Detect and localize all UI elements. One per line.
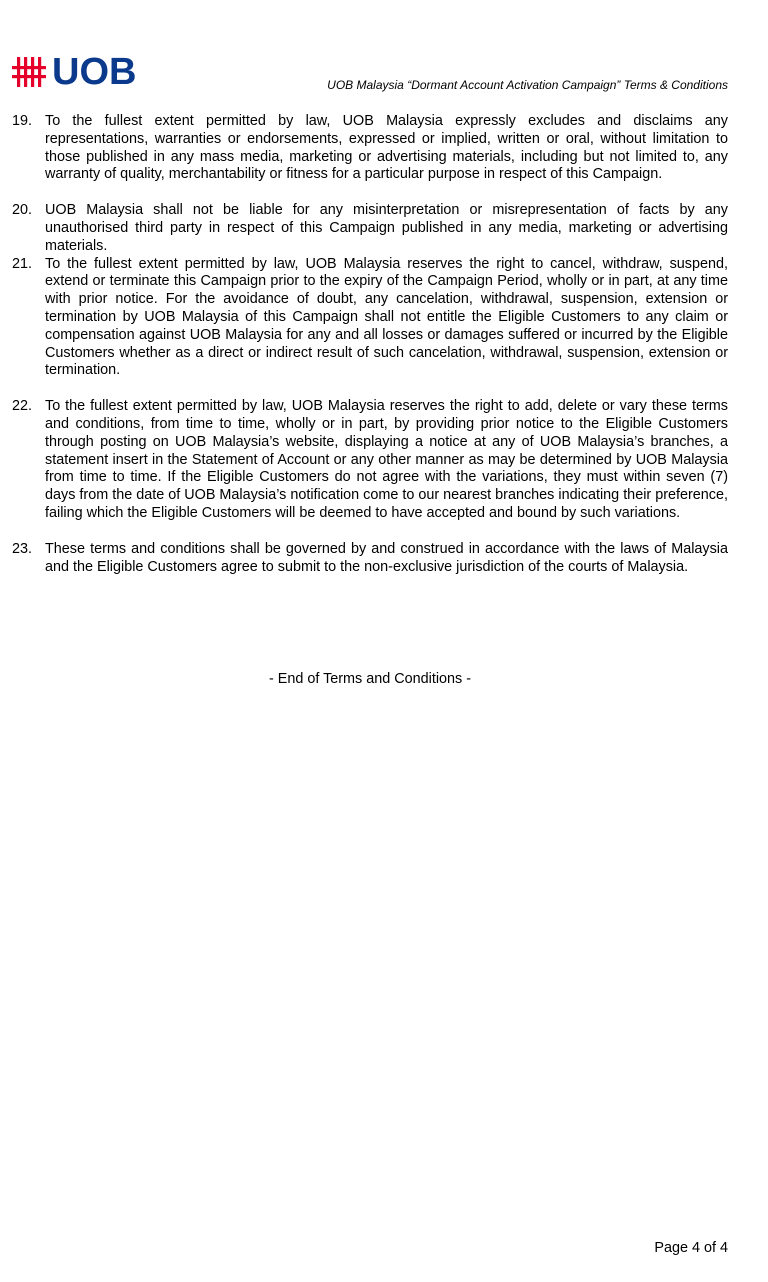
clause-text: These terms and conditions shall be governed by and construed in accordance with the laws of Malaysia and the Eligible Customers agree to submit to the non-exclusive jurisdiction of the courts of Malaysia. <box>45 540 728 575</box>
clause-19 <box>12 113 728 184</box>
clause-text: To the fullest extent permitted by law, UOB Malaysia reserves the right to cancel, withdraw, suspend, extend or terminate this Campaign prior to the expiry of the Campaign Period, wholly or in part, at any time with prior notice. For the avoidance of doubt, any cancelation, withdrawal, suspension, extension or termination by UOB Malaysia of this Campaign shall not entitle the Eligible Customers to any claim or compensation against UOB Malaysia for any and all losses or damages suffered or incurred by the Eligible Customers whether as a direct or indirect result of such cancelation, withdrawal, suspension, extension or termination. <box>45 255 728 379</box>
uob-logo-mark-icon <box>12 55 46 89</box>
clause-21 <box>12 256 728 381</box>
end-of-terms-note: - End of Terms and Conditions - <box>268 671 472 687</box>
clause-text: UOB Malaysia shall not be liable for any misinterpretation or misrepresentation of facts by any unauthorised third party in respect of this Campaign published in any media, marketing or advertising materials. <box>45 202 728 254</box>
clause-text: To the fullest extent permitted by law, UOB Malaysia expressly excludes and disclaims any representations, warranties or endorsements, expressed or implied, written or oral, without limitation to those published in any mass media, marketing or advertising materials, including but not limited to, any warranty of quality, merchantability or fitness for a particular purpose in respect of this Campaign. <box>45 113 728 183</box>
uob-logo <box>12 52 136 92</box>
clause-20 <box>12 202 728 255</box>
clause-number: 20. <box>12 202 33 219</box>
clause-number: 23. <box>12 540 33 557</box>
document-title: UOB Malaysia “Dormant Account Activation Campaign” Terms & Conditions <box>327 78 728 92</box>
clause-number: 22. <box>12 398 33 415</box>
clause-22 <box>12 398 728 523</box>
clause-23 <box>12 541 728 577</box>
logo-text: UOB <box>52 51 137 93</box>
page-number: Page 4 of 4 <box>654 1240 728 1256</box>
clause-text: To the fullest extent permitted by law, UOB Malaysia reserves the right to add, delete or vary these terms and conditions, from time to time, wholly or in part, by providing prior notice to the Eligible Customers through posting on UOB Malaysia’s website, displaying a notice at any of UOB Malaysia’s branches, a statement insert in the Statement of Account or any other manner as may be determined by UOB Malaysia from time to time. If the Eligible Customers do not agree with the variations, they must within seven (7) days from the date of UOB Malaysia’s notification come to our nearest branches indicating their preference, failing which the Eligible Customers will be deemed to have accepted and bound by such variations. <box>45 398 728 521</box>
clause-number: 19. <box>12 113 33 129</box>
page-header <box>12 52 728 92</box>
clause-number: 21. <box>12 255 33 272</box>
clause-list <box>12 113 728 576</box>
